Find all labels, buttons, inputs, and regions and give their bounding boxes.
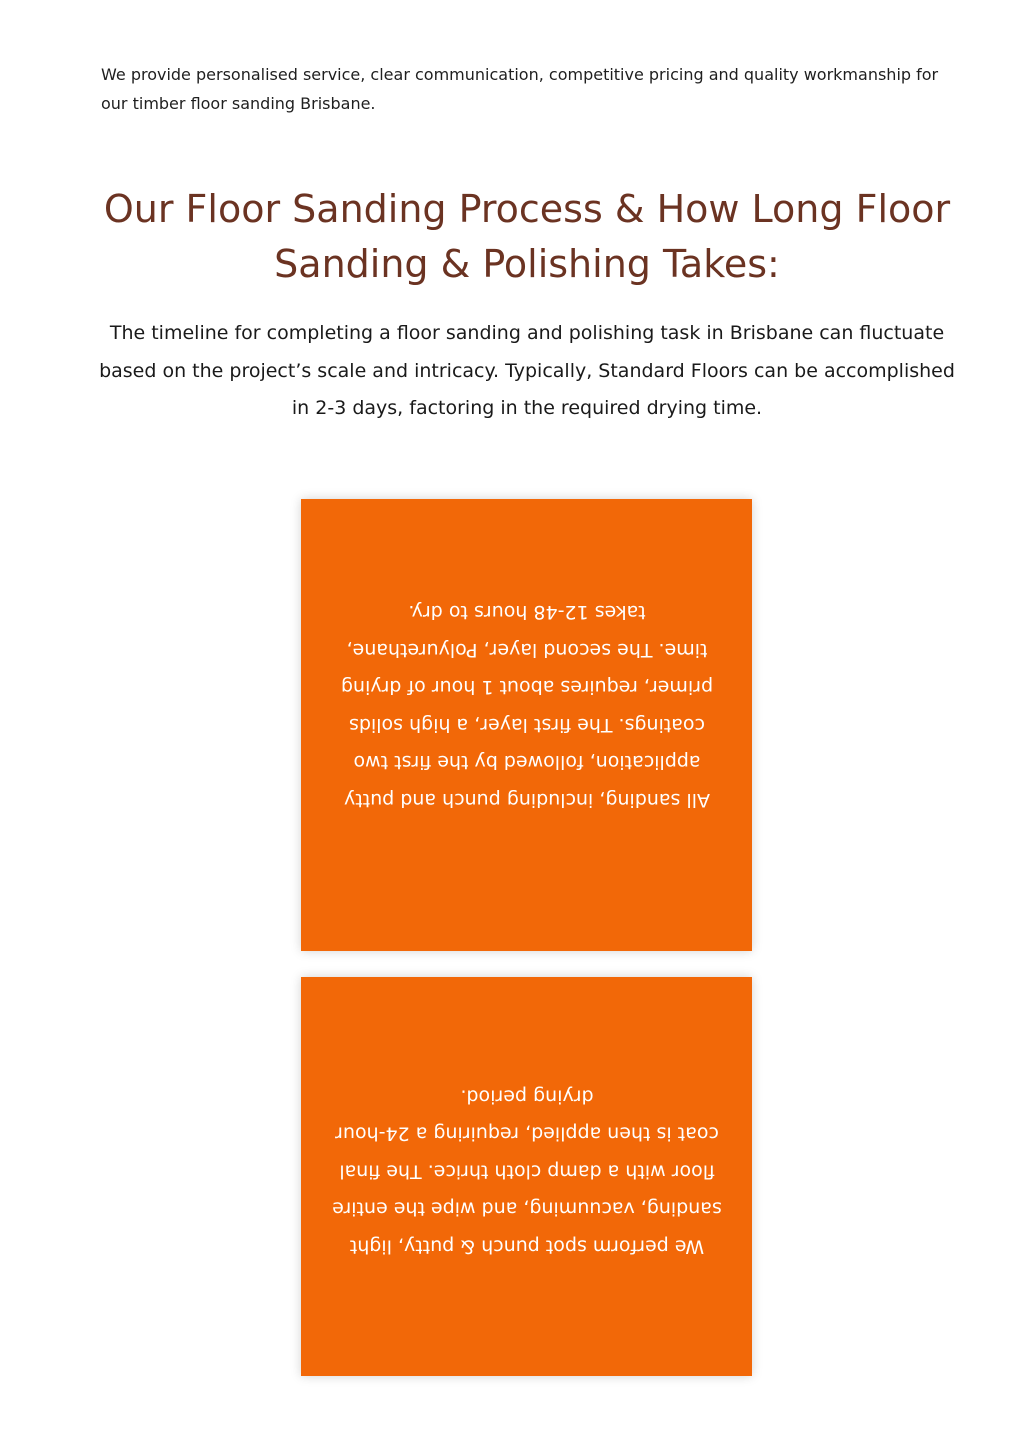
process-heading: Our Floor Sanding Process & How Long Floor Sanding & Polishing Takes:: [103, 187, 951, 286]
process-step-card-1: [301, 499, 752, 951]
process-step-card-2: [301, 977, 752, 1376]
process-step-card-2-text: We perform spot punch & putty, light sanding, vacuuming, and wipe the entire floor with a damp cloth thrice. The final coat is then applied, requiring a 24-hour drying period.: [331, 1085, 722, 1258]
process-step-card-1-text: All sanding, including punch and putty application, followed by the first two coatings. The first layer, a high solids primer, requires about 1 hour of drying time. The second layer, Polyurethane, takes 12-48 hours to dry.: [340, 601, 713, 811]
timeline-paragraph: The timeline for completing a floor sanding and polishing task in Brisbane can fluctuate based on the project’s scale and intricacy. Typically, Standard Floors can be accomplished in 2-3 days, factoring in the required drying time.: [99, 322, 955, 419]
intro-paragraph: We provide personalised service, clear communication, competitive pricing and quality workmanship for our timber floor sanding Brisbane.: [101, 65, 939, 113]
